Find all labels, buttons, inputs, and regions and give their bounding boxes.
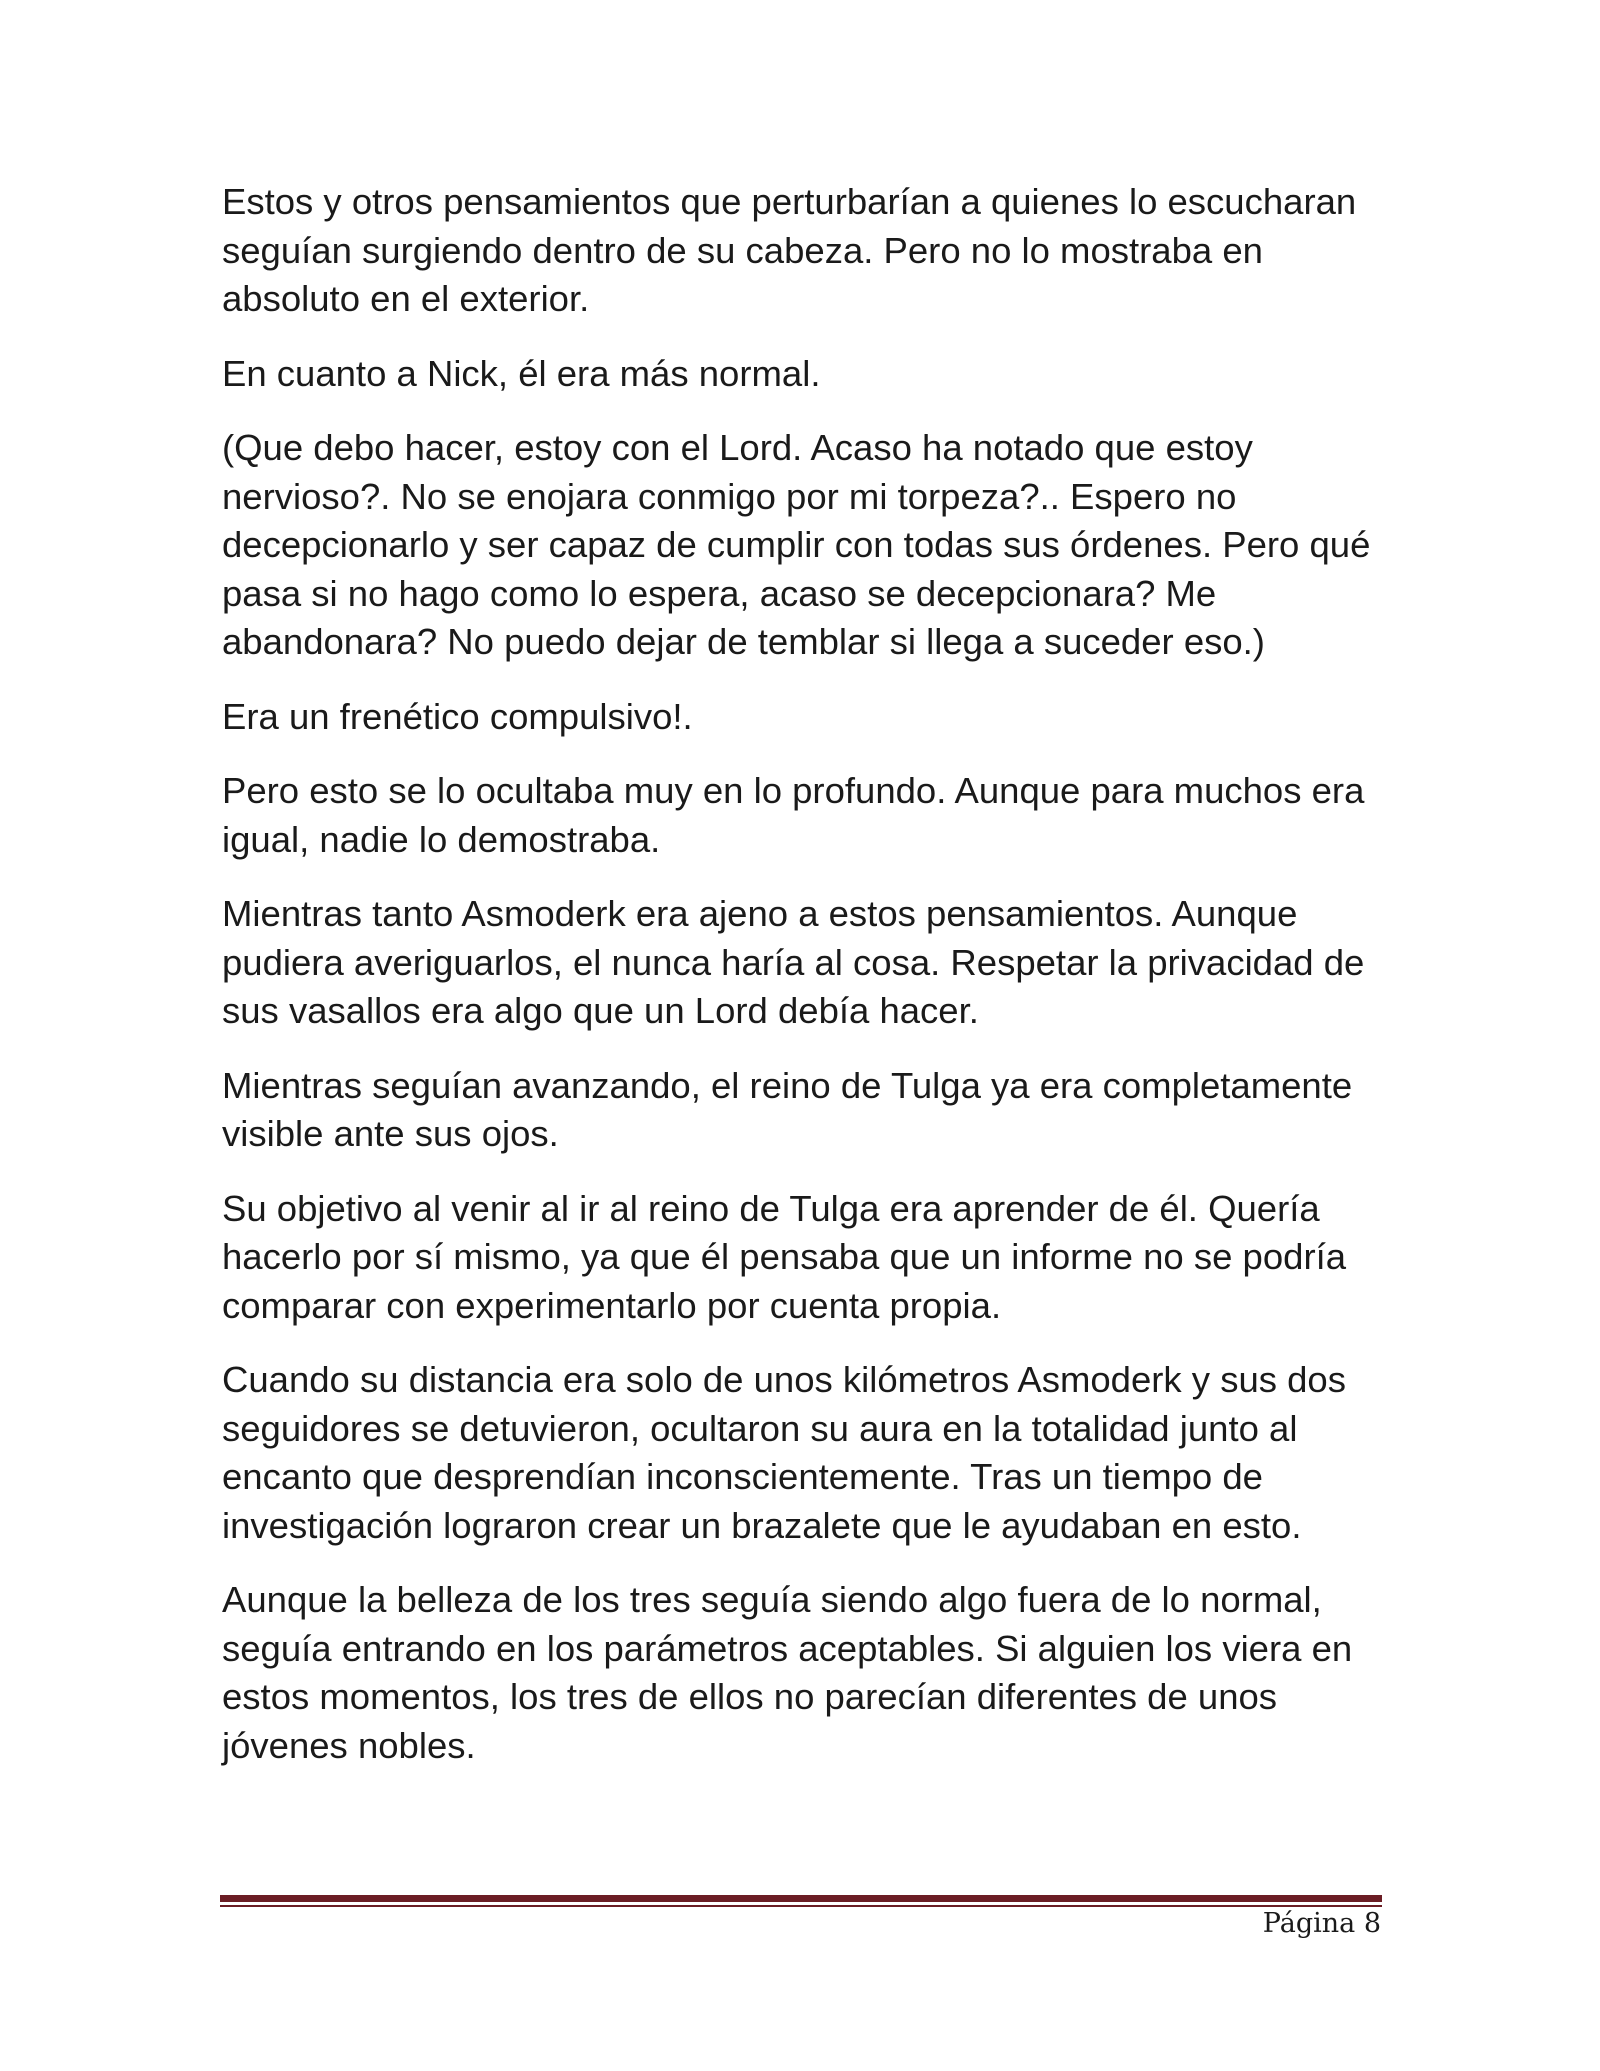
paragraph-1: Estos y otros pensamientos que perturbarían a quienes lo escucharan seguían surgiendo dentro de su cabeza. Pero no lo mostraba en absoluto en el exterior. — [222, 181, 1357, 319]
paragraph-8: Su objetivo al venir al ir al reino de Tulga era aprender de él. Quería hacerlo por sí mismo, ya que él pensaba que un informe no se podría comparar con experimentarlo por cuenta propia. — [222, 1187, 1347, 1326]
page-number: Página 8 — [1262, 1908, 1381, 1939]
paragraph-2: En cuanto a Nick, él era más normal. — [222, 352, 821, 394]
paragraph-4: Era un frenético compulsivo!. — [222, 695, 693, 737]
paragraph-6: Mientras tanto Asmoderk era ajeno a estos pensamientos. Aunque pudiera averiguarlos, el nunca haría al cosa. Respetar la privacidad de sus vasallos era algo que un Lord debía hacer. — [222, 893, 1365, 1031]
body-text — [222, 178, 1387, 1796]
footer-divider — [220, 1895, 1382, 1907]
footer-divider-thin — [220, 1905, 1382, 1907]
paragraph-10: Aunque la belleza de los tres seguía siendo algo fuera de lo normal, seguía entrando en los parámetros aceptables. Si alguien los viera en estos momentos, los tres de ellos no parecían diferentes de unos jóvenes nobles. — [222, 1579, 1353, 1766]
paragraph-5: Pero esto se lo ocultaba muy en lo profundo. Aunque para muchos era igual, nadie lo demostraba. — [222, 770, 1365, 860]
paragraph-9: Cuando su distancia era solo de unos kilómetros Asmoderk y sus dos seguidores se detuvieron, ocultaron su aura en la totalidad junto al encanto que desprendían inconscientemente. Tras un tiempo de investigación lograron crear un brazalete que le ayudaban en esto. — [222, 1359, 1346, 1546]
paragraph-7: Mientras seguían avanzando, el reino de Tulga ya era completamente visible ante sus ojos. — [222, 1064, 1353, 1154]
paragraph-3: (Que debo hacer, estoy con el Lord. Acaso ha notado que estoy nervioso?. No se enojara conmigo por mi torpeza?.. Espero no decepcionarlo y ser capaz de cumplir con todas sus órdenes. Pero qué pasa si no hago como lo espera, acaso se decepcionara? Me abandonara? No puedo dejar de temblar si llega a suceder eso.) — [222, 427, 1371, 662]
footer-divider-thick — [220, 1895, 1382, 1902]
